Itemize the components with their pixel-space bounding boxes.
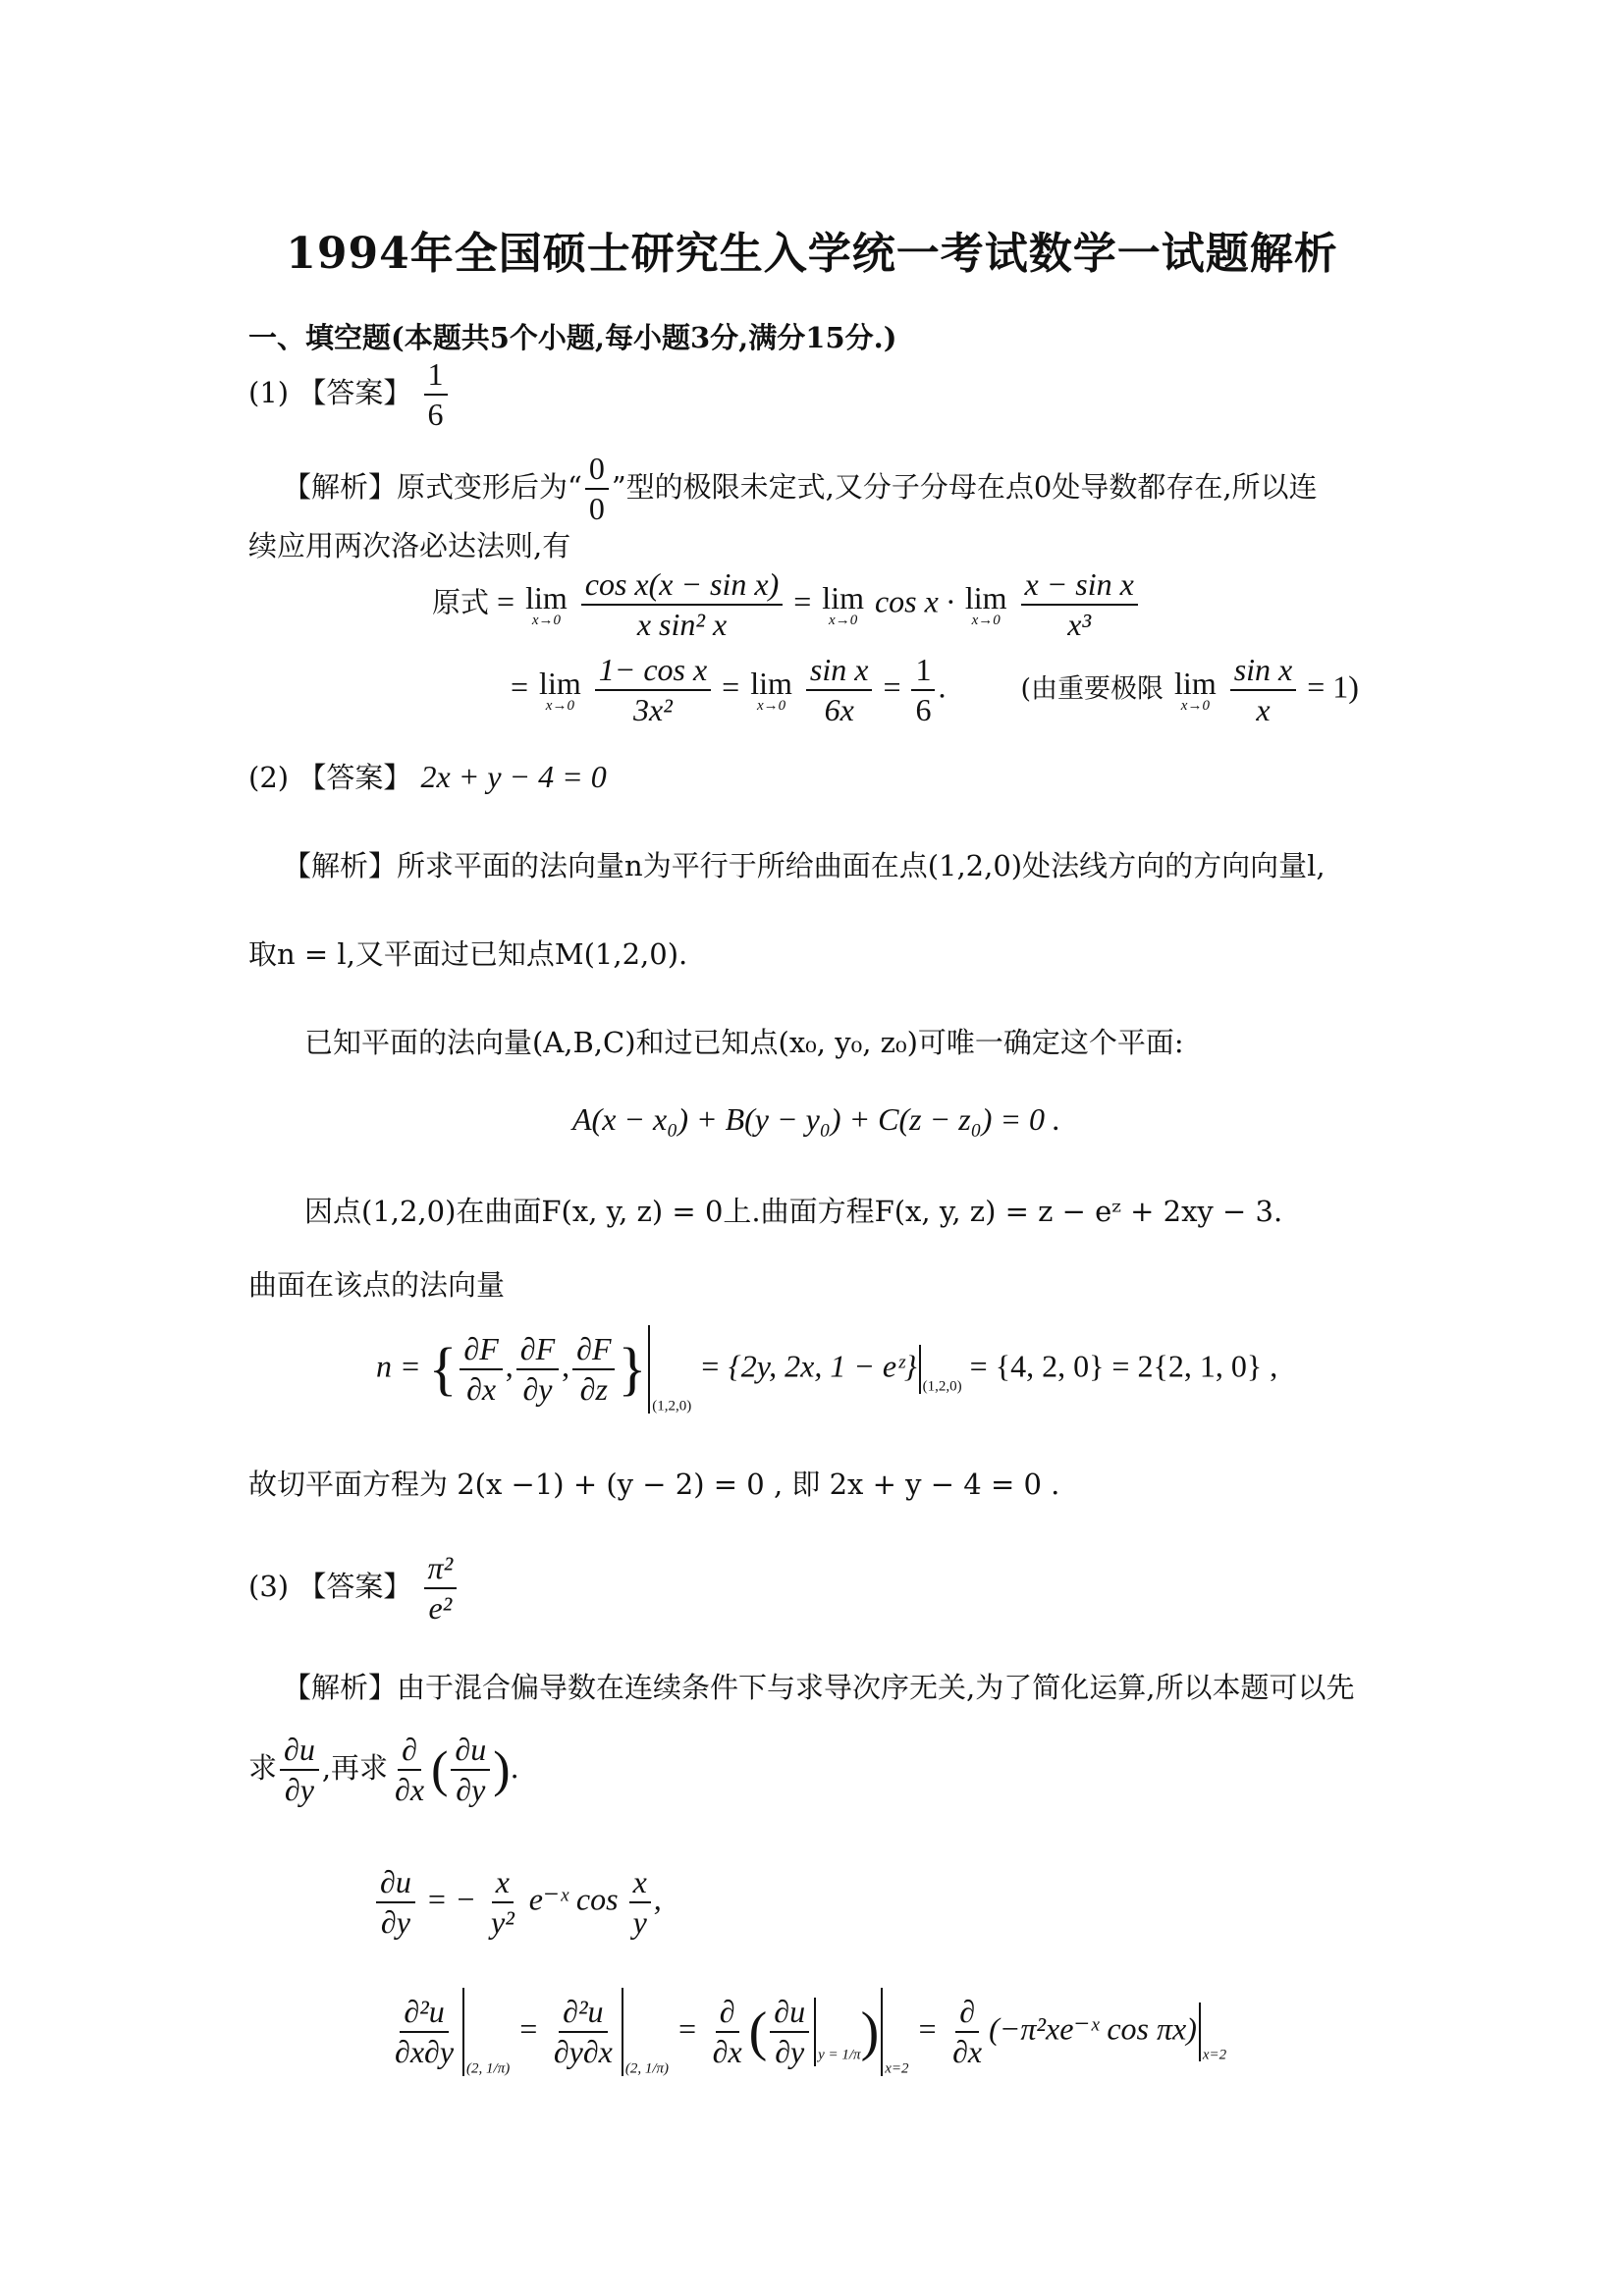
q3-text-zaiqiu: ,再求 (321, 1751, 389, 1786)
fraction-numerator: x − sin x (1021, 567, 1138, 606)
d2u-dydx (550, 1995, 617, 2069)
q3-analysis-line2: 求 $\frac{\partial u}{\partial y}$ ,再求 $\frac{\partial}{\partial x}$ ( $\frac{\partial u}{\partial y}$ ). (248, 1732, 519, 1808)
limit-operator (965, 580, 1007, 629)
q1-equation-1: 原式 = lim x→0 $\frac{\text{cos x(x − sin x)}}{\text{x sin² x}}$ = lim x→0 cos x · lim x→0 $\frac{\text{x − sin x}}{\text{x³}}$ (432, 567, 1141, 642)
lim-sub: x→0 (1180, 698, 1210, 715)
q3-equation-1 (373, 1865, 662, 1940)
du-dy (770, 1995, 809, 2069)
limit-operator (822, 580, 864, 629)
evaluation-bar (648, 1325, 650, 1414)
partial-fz (572, 1332, 615, 1407)
answer-label: 【答案】 (298, 761, 412, 794)
fraction-numerator: 0 (585, 452, 609, 490)
fraction-denominator: ∂x (466, 1371, 497, 1407)
evaluation-point: (2, 1/π) (466, 2060, 511, 2077)
analysis-label: 【解析】 (283, 470, 398, 505)
eq1-minus: = − (425, 1881, 476, 1917)
q3-answer-line (248, 1551, 460, 1626)
evaluation-bar (881, 1988, 883, 2076)
lim-text: lim (822, 580, 864, 616)
fraction-denominator: ∂z (579, 1371, 608, 1407)
evaluation-bar (622, 1988, 623, 2076)
q3-text-qiu: 求 (248, 1751, 278, 1786)
left-paren: ( (748, 2002, 768, 2062)
q1-analysis-text-b: ”型的极限未定式,又分子分母在点0处导数都存在,所以连 (611, 470, 1318, 505)
q1-analysis-text-a: 原式变形后为“ (397, 470, 582, 505)
lim-sub: x→0 (756, 698, 786, 715)
evaluation-point: (1,2,0) (922, 1378, 962, 1395)
partial-fx (460, 1332, 502, 1407)
fraction-numerator: 1 (424, 357, 448, 396)
evaluation-bar (814, 1998, 816, 2066)
fraction-denominator: 6x (824, 692, 854, 728)
q2-number: (2) (248, 761, 290, 794)
lim-text: lim (964, 580, 1007, 616)
fraction-denominator: ∂y (775, 2034, 805, 2069)
fraction-numerator: x (629, 1865, 651, 1903)
q2-conclusion: 故切平面方程为 2(x −1) + (y − 2) = 0 , 即 2x + y − 4 = 0 . (248, 1468, 1060, 1501)
answer-label: 【答案】 (298, 1570, 412, 1604)
fraction-numerator: 1− cos x (595, 653, 711, 691)
right-paren: ) (493, 1741, 511, 1798)
fraction-denominator: 6 (915, 692, 932, 728)
fraction-denominator: ∂x (395, 1772, 425, 1808)
lim-text: lim (1174, 666, 1217, 702)
fraction-denominator: ∂y (284, 1772, 314, 1808)
fraction-numerator: ∂u (376, 1865, 415, 1903)
d-dx (948, 1995, 986, 2069)
limit-operator (525, 580, 568, 629)
left-paren: ( (431, 1741, 449, 1798)
lim-text: lim (525, 580, 568, 616)
fraction-numerator: ∂u (451, 1733, 490, 1771)
fraction-numerator: π² (424, 1551, 458, 1589)
fraction-denominator: ∂y (456, 1772, 486, 1808)
fraction-numerator: ∂ (955, 1995, 979, 2033)
lim-sub: x→0 (531, 613, 561, 629)
eq-lhs: 原式 (432, 585, 490, 619)
fraction-2 (1021, 567, 1138, 642)
evaluation-point: y = 1/π (818, 2047, 861, 2063)
fraction-denominator: 0 (588, 491, 605, 527)
evaluation-point: (1,2,0) (652, 1398, 692, 1415)
fraction-numerator: sin x (806, 653, 873, 691)
q3-answer-fraction (424, 1551, 458, 1626)
page-title: 1994年全国硕士研究生入学统一考试数学一试题解析 (286, 229, 1338, 279)
fraction-numerator: ∂F (460, 1332, 502, 1370)
d2u-dxdy (391, 1995, 458, 2069)
lim-text: lim (539, 666, 581, 702)
lim-text: lim (750, 666, 792, 702)
fraction-numerator: ∂²u (559, 1995, 607, 2033)
q2-analysis-line2: 取n = l,又平面过已知点M(1,2,0). (248, 937, 688, 971)
q2-analysis-line5: 曲面在该点的法向量 (248, 1268, 506, 1302)
limit-operator (1174, 666, 1217, 715)
evaluation-bar (1199, 2002, 1201, 2061)
fraction-denominator: e² (428, 1590, 453, 1627)
fraction-numerator: ∂ (716, 1995, 739, 2033)
fraction-denominator: x sin² x (636, 607, 728, 643)
q2-analysis-text: 所求平面的法向量n为平行于所给曲面在点(1,2,0)处法线方向的方向向量l, (397, 849, 1326, 882)
q3-number: (3) (248, 1570, 290, 1604)
left-brace: { (428, 1336, 458, 1402)
q1-answer-line (248, 357, 451, 432)
q3-equation-2: $\frac{\text{∂²u}}{\partial x\partial y}$ $_{(2, 1/\pi)}$ = $\frac{\text{∂²u}}{\partial y\partial x}$ $_{(2, 1/\pi)}$ = $\frac{\partial}{\partial x}$ ( $\frac{\partial u}{\partial y}$ $_{y = 1/\pi})_{x=2}$ = $\frac{\partial}{\partial x}$ (−π²xe⁻ˣ $\cos \pi x)_{x=2}$ (388, 1988, 1226, 2077)
note-fraction (1230, 653, 1297, 727)
note-end: = 1) (1307, 668, 1359, 705)
fraction-denominator: y (632, 1904, 647, 1941)
fraction-numerator: x (492, 1865, 514, 1903)
fraction-denominator: 3x² (633, 692, 673, 728)
fraction-denominator: y² (491, 1904, 514, 1941)
fraction-numerator: ∂ (398, 1733, 421, 1771)
fraction-numerator: sin x (1230, 653, 1297, 691)
fraction-numerator: ∂²u (400, 1995, 448, 2033)
note-text: (由重要极限 (1020, 673, 1164, 705)
analysis-label: 【解析】 (283, 1671, 398, 1704)
fraction-1 (581, 567, 784, 642)
partial-fy (516, 1332, 559, 1407)
answer-label: 【答案】 (298, 376, 412, 410)
fraction-denominator: 6 (427, 397, 444, 433)
limit-operator (539, 666, 581, 715)
right-paren: ) (860, 2002, 880, 2062)
du-dy-fraction (280, 1733, 319, 1807)
q2-answer-line (248, 756, 607, 796)
fraction-denominator: ∂x∂y (395, 2034, 455, 2069)
q2-plane-equation: A(x − x₀) + B(y − y₀) + C(z − z₀) = 0 . (572, 1101, 1061, 1137)
fraction-4 (806, 653, 873, 727)
fraction-denominator: x³ (1067, 607, 1092, 643)
q1-analysis-line2: 续应用两次洛必达法则,有 (248, 529, 571, 562)
fraction-numerator: ∂u (770, 1995, 809, 2033)
fraction-denominator: ∂y∂x (553, 2034, 613, 2069)
d-dx (709, 1995, 746, 2069)
evaluation-point: (2, 1/π) (624, 2060, 670, 2077)
evaluation-bar (462, 1988, 464, 2076)
x-over-y2 (487, 1865, 518, 1940)
fraction-5 (911, 653, 935, 727)
fraction-numerator: 1 (911, 653, 935, 691)
q2-analysis-line3: 已知平面的法向量(A,B,C)和过已知点(x₀, y₀, z₀)可唯一确定这个平面: (304, 1026, 1184, 1059)
zero-over-zero (585, 452, 609, 526)
fraction-denominator: x (1256, 692, 1271, 728)
limit-operator (750, 666, 792, 715)
fraction-denominator: ∂x (952, 2034, 983, 2069)
fraction-numerator: ∂F (516, 1332, 559, 1370)
q3-analysis-line1 (283, 1666, 1354, 1706)
cos-factor: cos x · (874, 583, 954, 619)
fraction-numerator: cos x(x − sin x) (581, 567, 784, 606)
eq2-last-term: (−π²xe⁻ˣ cos πx) (989, 2010, 1197, 2047)
du-dy-fraction (376, 1865, 415, 1940)
eq1-exp-cos: e⁻ˣ cos (528, 1881, 619, 1917)
q1-number: (1) (248, 376, 290, 410)
fraction-denominator: ∂x (712, 2034, 742, 2069)
q1-answer-fraction (424, 357, 448, 432)
d-dx-fraction (391, 1733, 428, 1807)
q2-analysis-line4: 因点(1,2,0)在曲面F(x, y, z) = 0上.曲面方程F(x, y, z) = z − eᶻ + 2xy − 3. (304, 1195, 1283, 1228)
evaluation-point: x=2 (885, 2060, 909, 2077)
normal-mid: = {2y, 2x, 1 − eᶻ} (699, 1348, 917, 1384)
section-heading: 一、填空题(本题共5个小题,每小题3分,满分15分.) (248, 321, 897, 354)
fraction-numerator: ∂u (280, 1733, 319, 1771)
fraction-denominator: ∂y (380, 1904, 410, 1941)
fraction-denominator: ∂y (522, 1371, 553, 1407)
q2-normal-equation: n = { $\frac{\partial F}{\partial x}$ , $\frac{\partial F}{\partial y}$ , $\frac{\partial F}{\partial z}$ }$_{(1,2,0)} = \{2y$, 2x, $1 - eᶻ\}_{(1,2,0)} = \{4$, 2, 0} = 2{2, 1, 0} , (376, 1325, 1277, 1415)
du-dy-fraction (451, 1733, 490, 1807)
q1-analysis-line1 (283, 452, 1318, 526)
lim-sub: x→0 (545, 698, 574, 715)
q2-answer: 2x + y − 4 = 0 (420, 759, 607, 794)
q1-equation-2: = lim x→0 $\frac{\text{1− cos x}}{\text{3x²}}$ = lim x→0 $\frac{\text{sin x}}{6x}$ = $\frac{1}{6}$ . (由重要极限 lim x→0 $\frac{\text{sin x}}{x}$ = 1) (511, 652, 1359, 728)
lim-sub: x→0 (829, 613, 858, 629)
normal-rhs: = {4, 2, 0} = 2{2, 1, 0} , (969, 1348, 1278, 1384)
right-brace: } (618, 1336, 647, 1402)
q2-analysis-line1 (283, 844, 1326, 884)
lim-sub: x→0 (971, 613, 1001, 629)
evaluation-bar (919, 1345, 921, 1394)
fraction-3 (595, 653, 711, 727)
normal-lhs: n = (376, 1348, 421, 1384)
analysis-label: 【解析】 (283, 849, 398, 882)
x-over-y (629, 1865, 651, 1940)
q3-analysis-text: 由于混合偏导数在连续条件下与求导次序无关,为了简化运算,所以本题可以先 (397, 1671, 1355, 1704)
evaluation-point: x=2 (1202, 2047, 1227, 2063)
eq1-comma: , (653, 1881, 662, 1917)
fraction-numerator: ∂F (572, 1332, 615, 1370)
